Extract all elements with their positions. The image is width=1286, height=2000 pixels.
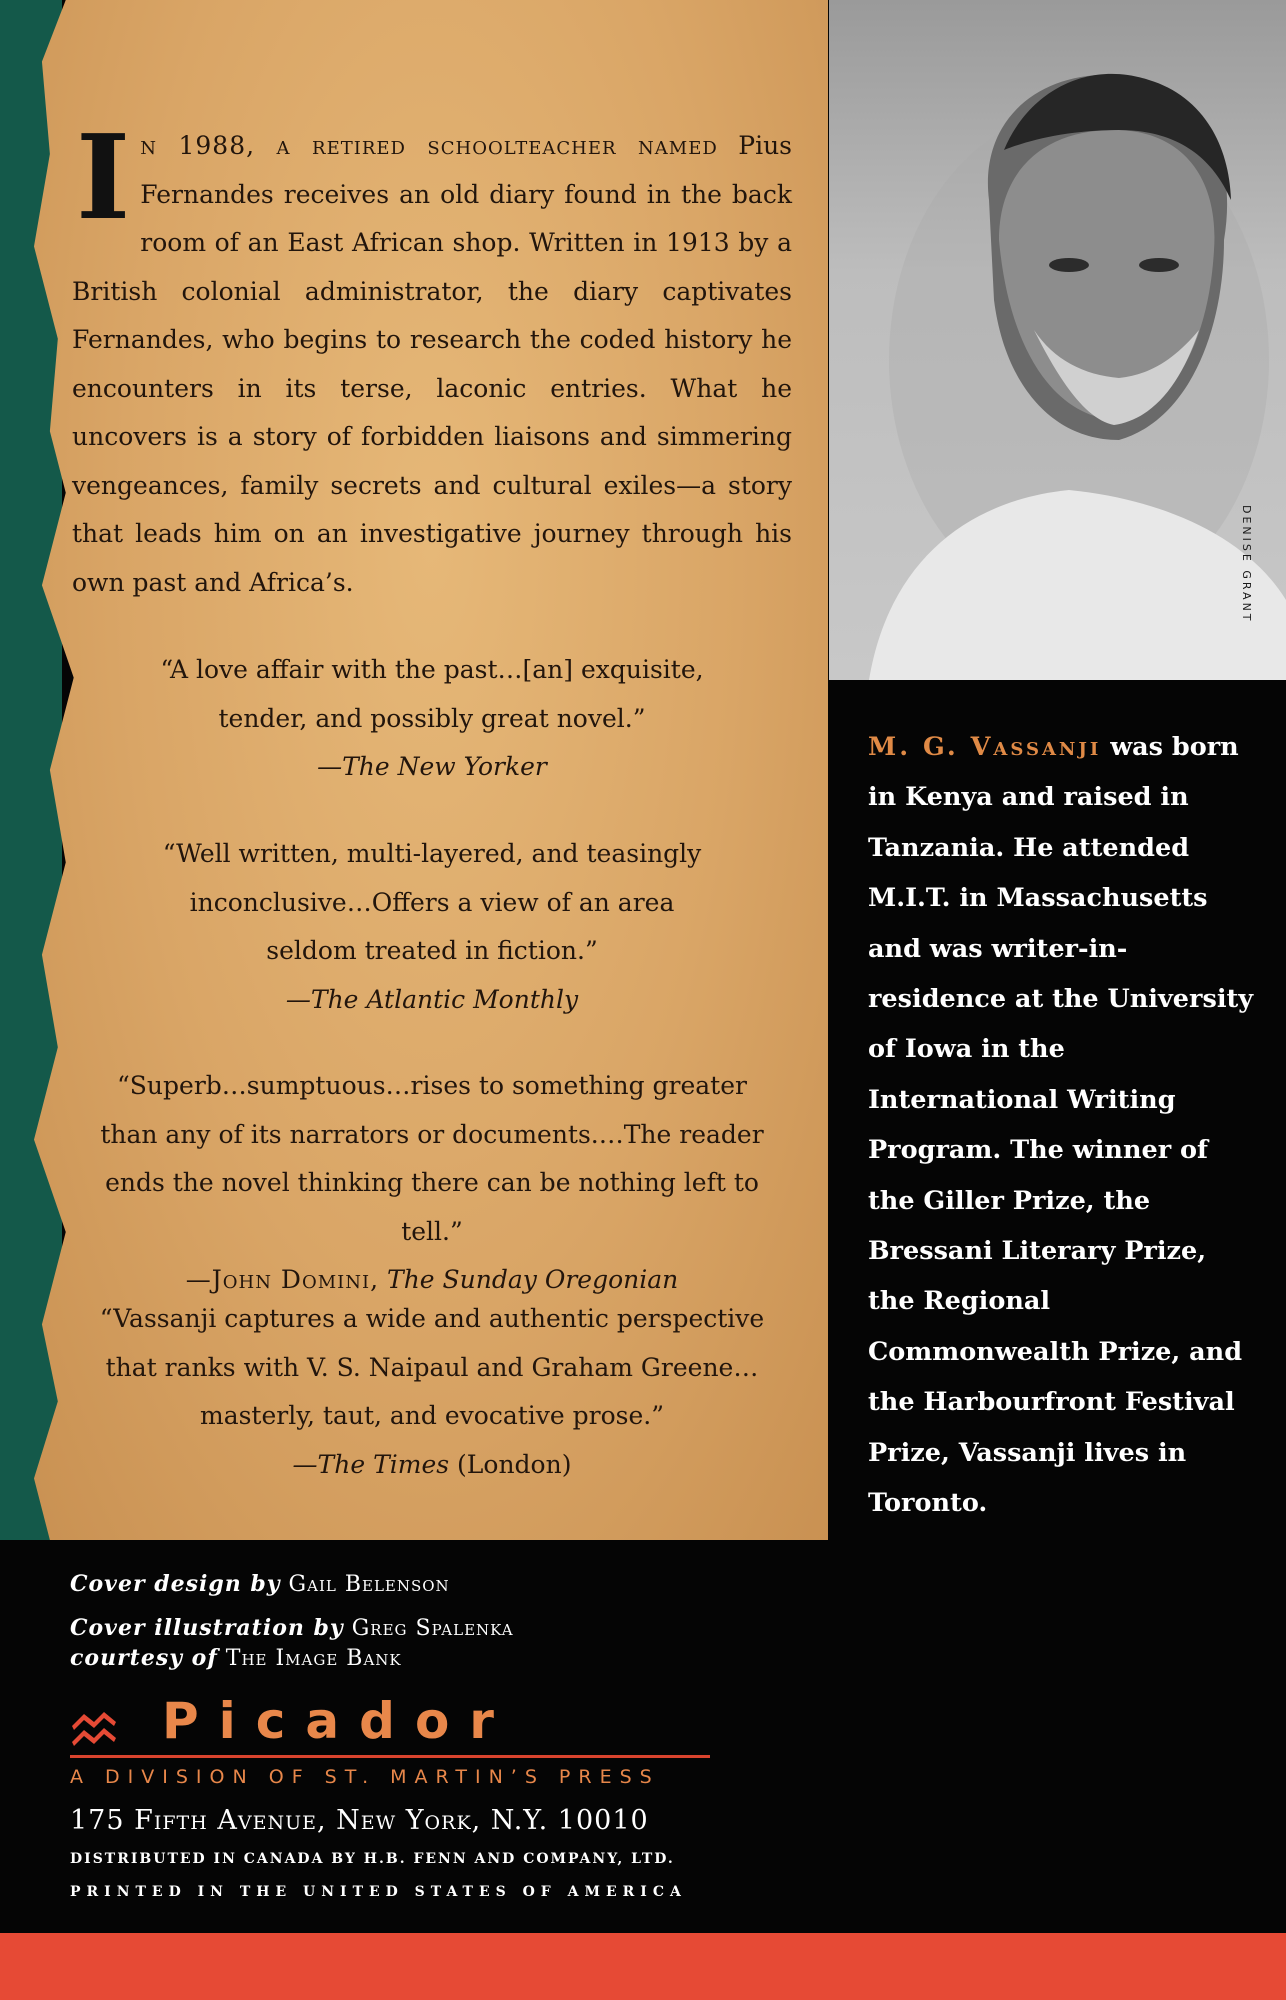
synopsis-paragraph [72,110,792,607]
quote-line: that ranks with V. S. Naipaul and Graham Greene… [105,1352,759,1382]
courtesy-credit [70,1645,402,1671]
publisher-address: 175 Fifth Avenue, New York, N.Y. 10010 [70,1805,649,1836]
drop-cap: I [76,110,131,246]
quote-attribution [72,1441,792,1490]
author-portrait-illustration [829,0,1286,680]
publisher-rule [70,1755,710,1758]
author-bio [868,722,1260,1529]
quote-line: ends the novel thinking there can be nothing left to tell.” [105,1168,759,1246]
quote-attribution: —The New Yorker [317,752,547,781]
credit-name: The Image Bank [225,1646,402,1671]
quote-line: inconclusive…Offers a view of an area [189,887,675,917]
credit-label: Cover illustration by [70,1615,344,1641]
quote-source: The Sunday Oregonian [387,1265,679,1294]
quote-new-yorker [72,646,792,792]
cover-illustration-credit [70,1615,514,1641]
quote-times [72,1295,792,1489]
author-photo [829,0,1286,680]
printed-note: PRINTED IN THE UNITED STATES OF AMERICA [70,1884,687,1900]
quote-attribution: —The Atlantic Monthly [285,984,579,1014]
quote-line: seldom treated in fiction.” [266,936,598,965]
distribution-note: DISTRIBUTED IN CANADA BY H.B. FENN AND COMPANY, LTD. [70,1851,675,1867]
synopsis-lead: n 1988, a retired schoolteacher named [140,131,718,160]
publisher-name: Picador [162,1692,514,1750]
quote-line: “Superb…sumptuous…rises to something greater [117,1071,747,1100]
picador-logo-icon [70,1708,118,1748]
quote-line: “Well written, multi-layered, and teasingly [162,839,702,868]
quote-line: “Vassanji captures a wide and authentic perspective [99,1304,765,1333]
credit-label: courtesy of [70,1645,218,1671]
author-name: M. G. Vassanji [868,732,1102,762]
quote-source: —The Times [292,1449,450,1479]
credit-name: Greg Spalenka [351,1616,514,1641]
quote-line: “A love affair with the past…[an] exquisite, [160,655,704,684]
author-bio-text: was born in Kenya and raised in Tanzania. He attended M.I.T. in Massachusetts and was writer-in-residence at the University of Iowa in the International Writing Program. The winner of the Giller Prize, the Bressani Literary Prize, the Regional Commonwealth Prize, and the Harbourfront Festival Prize, Vassanji lives in Toronto. [868,732,1254,1519]
quote-source-suffix: (London) [457,1449,572,1479]
photo-credit [1240,505,1253,529]
quote-atlantic [72,830,792,1024]
quote-line: masterly, taut, and evocative prose.” [199,1401,664,1430]
credit-label: Cover design by [70,1571,281,1597]
quote-oregonian [72,1062,792,1305]
synopsis-text: Pius Fernandes receives an old diary found in the back room of an East African shop. Written in 1913 by a British colonial administrator, the diary captivates Fernandes, who begins to research the coded history he encounters in its terse, laconic entries. What he uncovers is a story of forbidden liaisons and simmering vengeances, family secrets and cultural exiles—a story that leads him on an investigative journey through his own past and Africa’s. [72,131,792,597]
credit-name: Gail Belenson [288,1572,450,1597]
quote-line: than any of its narrators or documents.…The reader [100,1119,764,1149]
quote-author: —John Domini, [185,1265,380,1294]
quote-line: tender, and possibly great novel.” [218,703,646,733]
publisher-logo [70,1692,710,1754]
cover-design-credit [70,1571,450,1597]
red-bottom-band [0,1933,1286,2000]
publisher-division: A DIVISION OF ST. MARTIN’S PRESS [70,1766,660,1788]
